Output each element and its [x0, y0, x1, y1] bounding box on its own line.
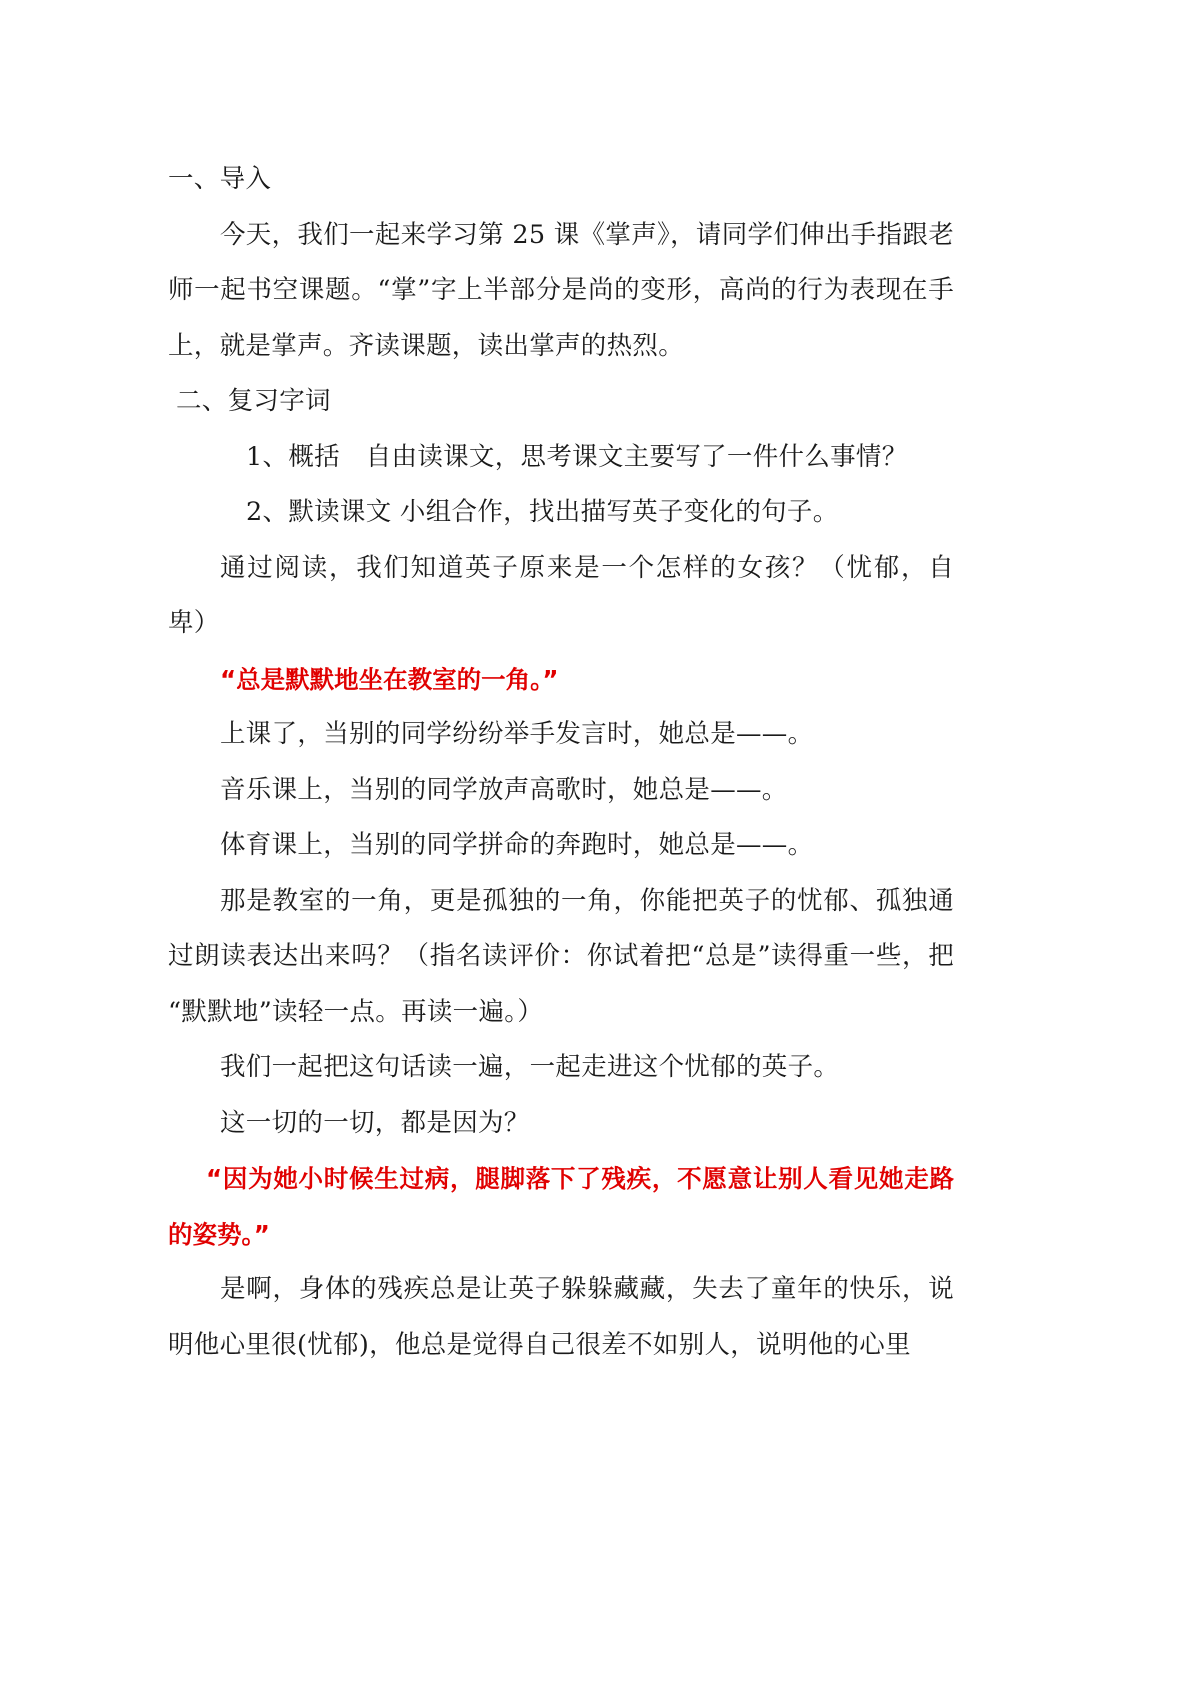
section-heading-review-vocabulary: 二、复习字词	[176, 386, 331, 416]
paragraph-in-class: 上课了，当别的同学纷纷举手发言时，她总是——。	[220, 719, 814, 749]
list-item-1-summarize: 1、概括 自由读课文，思考课文主要写了一件什么事情？	[246, 441, 908, 472]
paragraph-introduction: 今天，我们一起来学习第 25 课《掌声》，请同学们伸出手指跟老师一起书空课题。“掌”字上半部分是尚的变形，高尚的行为表现在手上，就是掌声。齐读课题，读出掌声的热烈。	[168, 219, 954, 361]
paragraph-read-together: 我们一起把这句话读一遍，一起走进这个忧郁的英子。	[220, 1052, 840, 1082]
red-quote-sits-silently: “总是默默地坐在教室的一角。”	[220, 664, 559, 694]
section-heading-introduction: 一、导入	[168, 164, 272, 194]
paragraph-pe-class: 体育课上，当别的同学拼命的奔跑时，她总是——。	[220, 830, 814, 860]
paragraph-closing: 是啊，身体的残疾总是让英子躲躲藏藏，失去了童年的快乐，说明他心里很(忧郁)，他总是觉得自己很差不如别人，说明他的心里	[168, 1274, 954, 1360]
paragraph-all-because: 这一切的一切，都是因为？	[220, 1107, 530, 1138]
red-quote-illness-disability: “因为她小时候生过病，腿脚落下了残疾，不愿意让别人看见她走路的姿势。”	[168, 1164, 954, 1249]
page-text-body	[168, 152, 954, 1373]
paragraph-music-class: 音乐课上，当别的同学放声高歌时，她总是——。	[220, 774, 788, 805]
paragraph-through-reading: 通过阅读，我们知道英子原来是一个怎样的女孩？（忧郁，自卑）	[168, 552, 954, 638]
paragraph-lonely-corner: 那是教室的一角，更是孤独的一角，你能把英子的忧郁、孤独通过朗读表达出来吗？（指名读评价：你试着把“总是”读得重一些，把“默默地”读轻一点。再读一遍。）	[168, 885, 954, 1027]
list-item-2-silent-reading: 2、默读课文 小组合作，找出描写英子变化的句子。	[246, 497, 839, 527]
